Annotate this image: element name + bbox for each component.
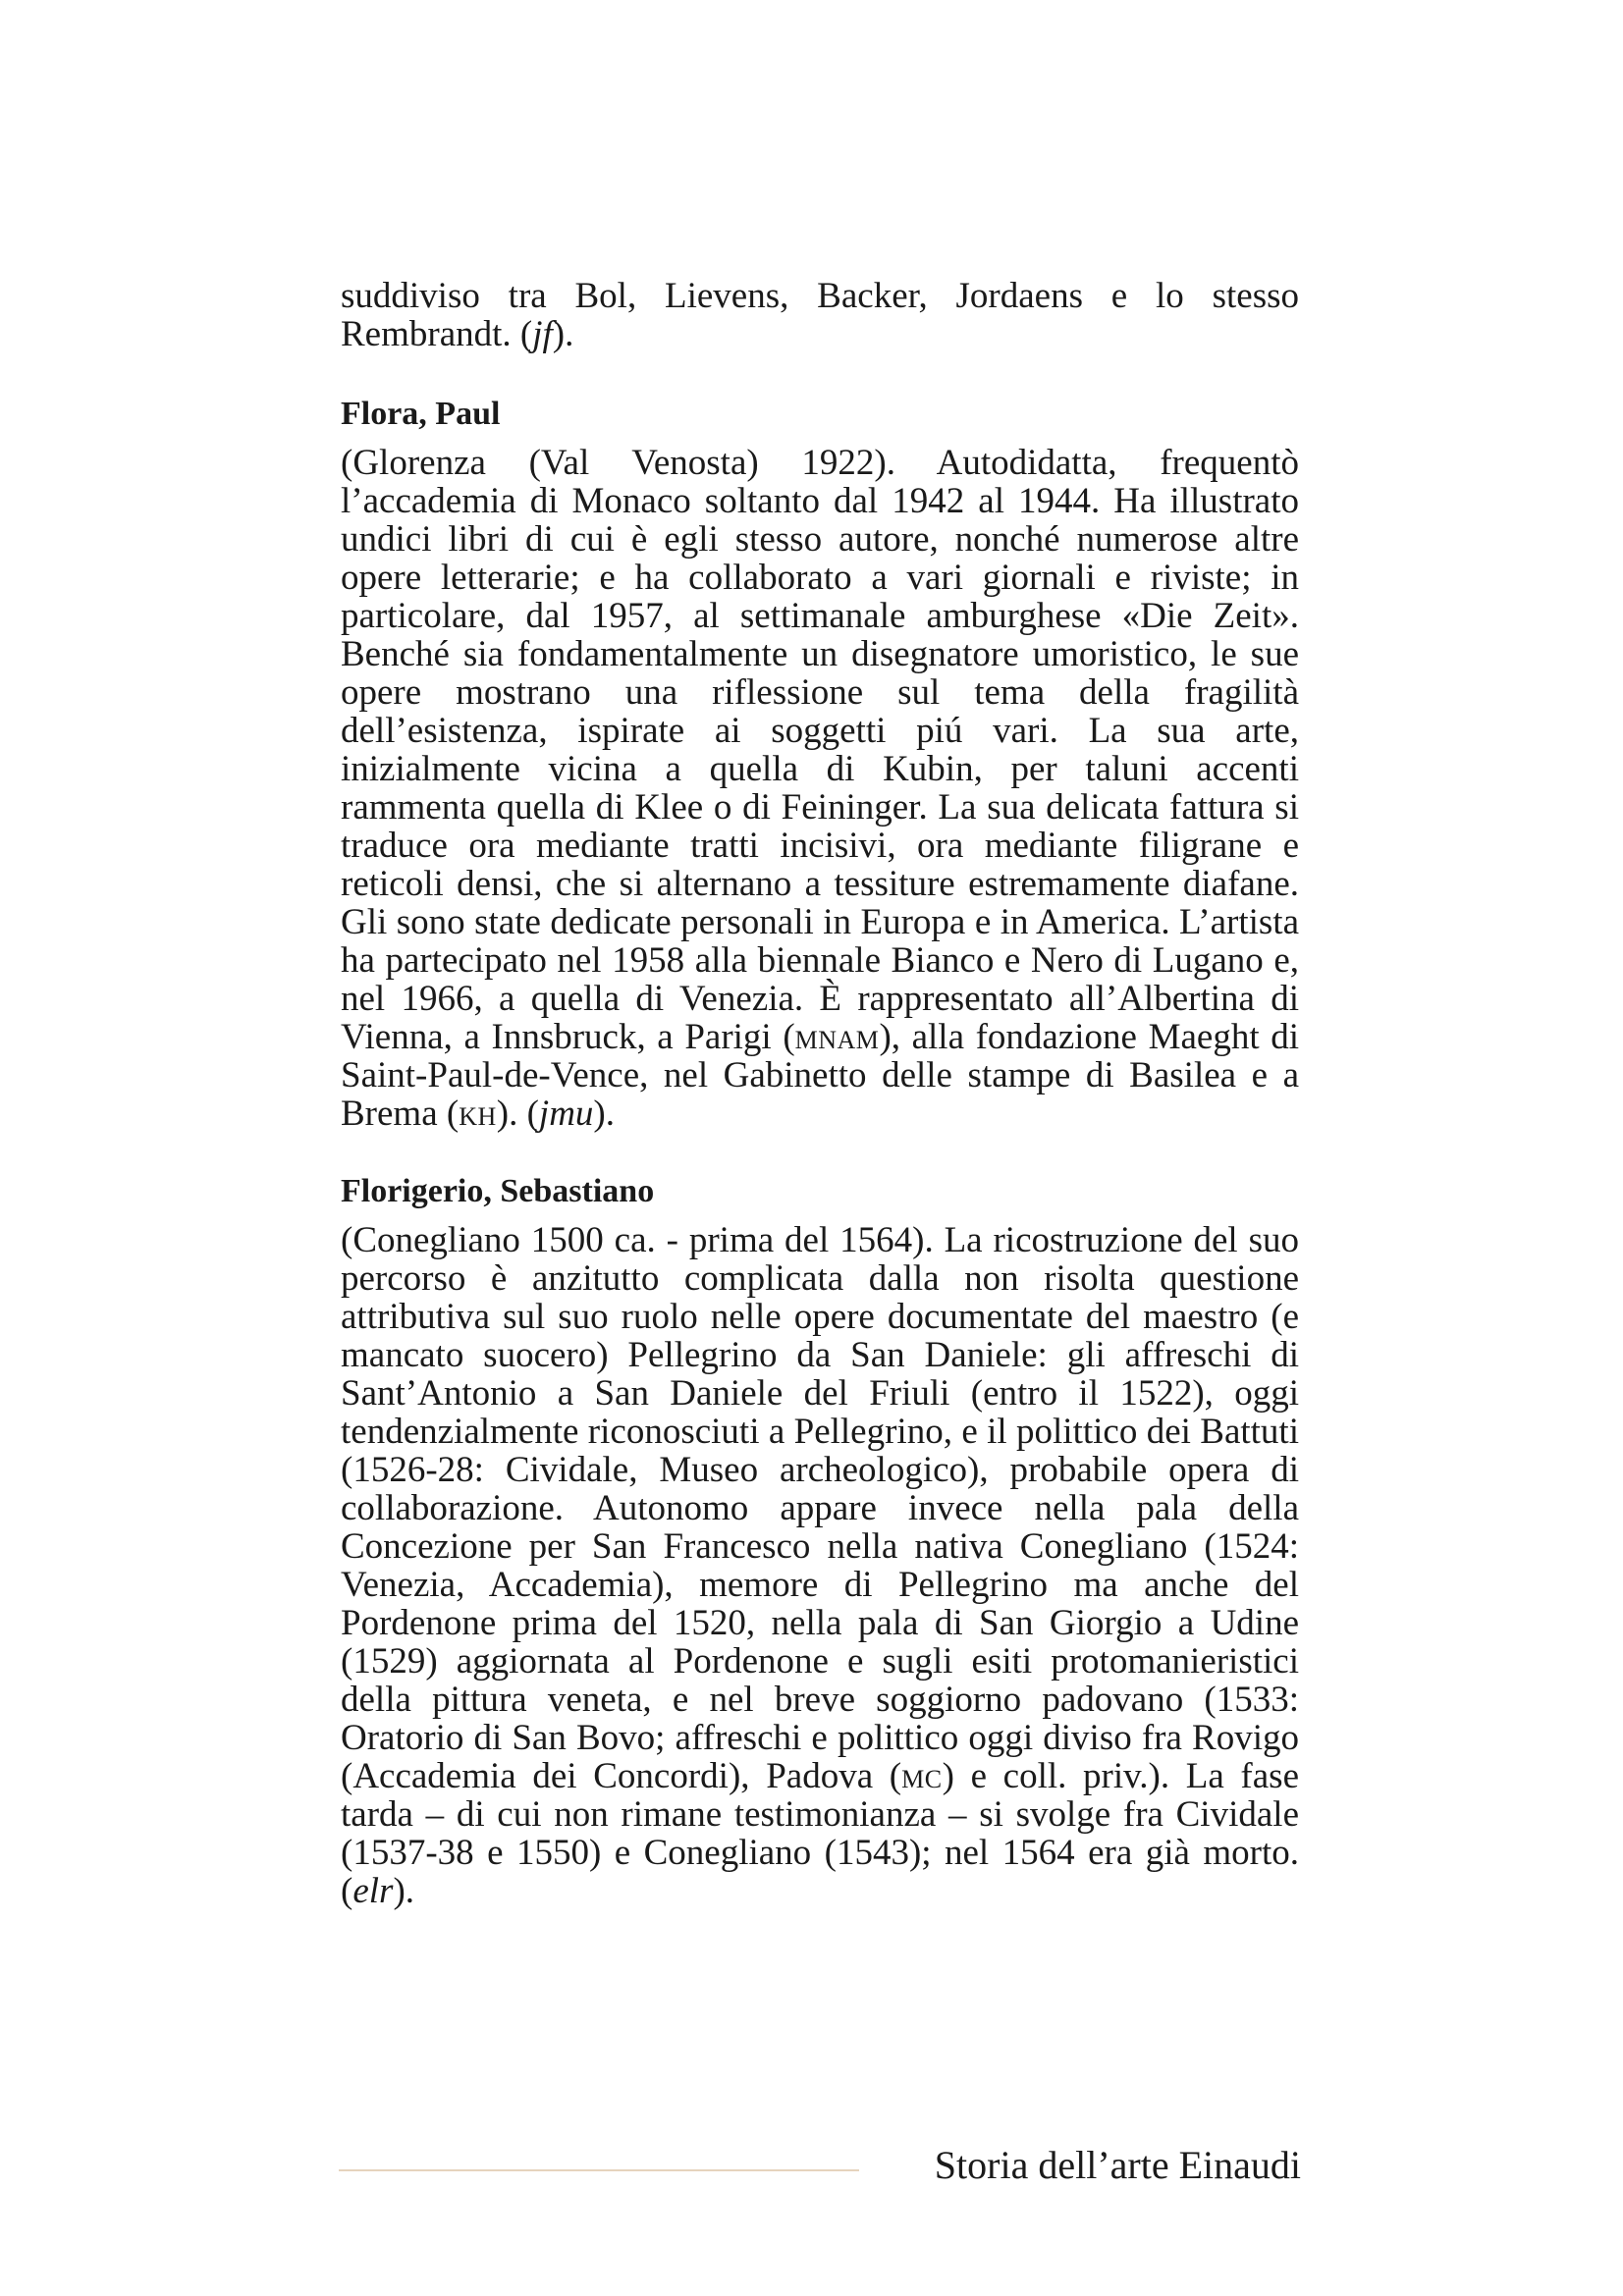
intro-end: ).	[552, 314, 574, 354]
flora-abbr-1: mnam	[794, 1017, 880, 1057]
florigerio-text-1: (Conegliano 1500 ca. - prima del 1564). La ricostruzione del suo percorso è anzitutto complicata dalla non risolta questione attributiva sul suo ruolo nelle opere documentate del maestro (e mancato suocero) Pellegrino da San Daniele: gli affreschi di Sant’Antonio a San Daniele del Friuli (entro il 1522), oggi tendenzialmente riconosciuti a Pellegrino, e il polittico dei Battuti (1526-28: Cividale, Museo archeologico), probabile opera di collaborazione. Autonomo appare invece nella pala della Concezione per San Francesco nella nativa Conegliano (1524: Venezia, Accademia), memore di Pellegrino ma anche del Pordenone prima del 1520, nella pala di San Giorgio a Udine (1529) aggiornata al Pordenone e sugli esiti protomanieristici della pittura veneta, e nel breve soggiorno padovano (1533: Oratorio di San Bovo; affreschi e polittico oggi diviso fra Rovigo (Accademia dei Concordi), Padova (	[341, 1220, 1299, 1796]
flora-abbr-2: kh	[459, 1094, 497, 1134]
flora-text-1: (Glorenza (Val Venosta) 1922). Autodidatta, frequentò l’accademia di Monaco soltanto dal 1942 al 1944. Ha illustrato undici libri di cui è egli stesso autore, nonché numerose altre opere letterarie; e ha collaborato a vari giornali e riviste; in particolare, dal 1957, al settimanale amburghese «Die Zeit». Benché sia fondamentalmente un disegnatore umoristico, le sue opere mostrano una riflessione sul tema della fragilità dell’esistenza, ispirate ai soggetti piú vari. La sua arte, inizialmente vicina a quella di Kubin, per taluni accenti rammenta quella di Klee o di Feininger. La sua delicata fattura si traduce ora mediante tratti incisivi, ora mediante filigrane e reticoli densi, che si alternano a tessiture estremamente diafane. Gli sono state dedicate personali in Europa e in America. L’artista ha partecipato nel 1958 alla biennale Bianco e Nero di Lugano e, nel 1966, a quella di Venezia. È rappresentato all’Albertina di Vienna, a Innsbruck, a Parigi (	[341, 443, 1299, 1057]
footer-divider	[339, 2169, 859, 2171]
intro-text: suddiviso tra Bol, Lievens, Backer, Jordaens e lo stesso Rembrandt. (	[341, 276, 1299, 354]
entry-body-florigerio	[341, 1221, 1299, 1910]
florigerio-text-2: ) e coll. priv.). La fase tarda – di cui non rimane testimonianza – si svolge fra Cividale (1537-38 e 1550) e Conegliano (1543); nel 1564 era già morto. (	[341, 1756, 1299, 1911]
flora-text-3: ). (	[496, 1094, 539, 1134]
entry-title-flora: Flora, Paul	[341, 396, 501, 432]
intro-paragraph	[341, 277, 1299, 353]
entry-title-florigerio: Florigerio, Sebastiano	[341, 1173, 655, 1209]
intro-author-initials: jf	[532, 314, 553, 354]
flora-author-initials: jmu	[538, 1094, 594, 1134]
page-content	[341, 277, 1299, 1910]
entry-body-flora	[341, 444, 1299, 1133]
footer-publisher-title: Storia dell’arte Einaudi	[934, 2143, 1301, 2187]
flora-text-2: ), alla fondazione Maeght di Saint-Paul-de-Vence, nel Gabinetto delle stampe di Basilea e a Brema (	[341, 1017, 1299, 1134]
florigerio-author-initials: elr	[352, 1871, 394, 1911]
florigerio-abbr-1: mc	[901, 1756, 943, 1796]
florigerio-end: ).	[393, 1871, 415, 1911]
flora-end: ).	[593, 1094, 615, 1134]
page-footer	[339, 2138, 1301, 2197]
